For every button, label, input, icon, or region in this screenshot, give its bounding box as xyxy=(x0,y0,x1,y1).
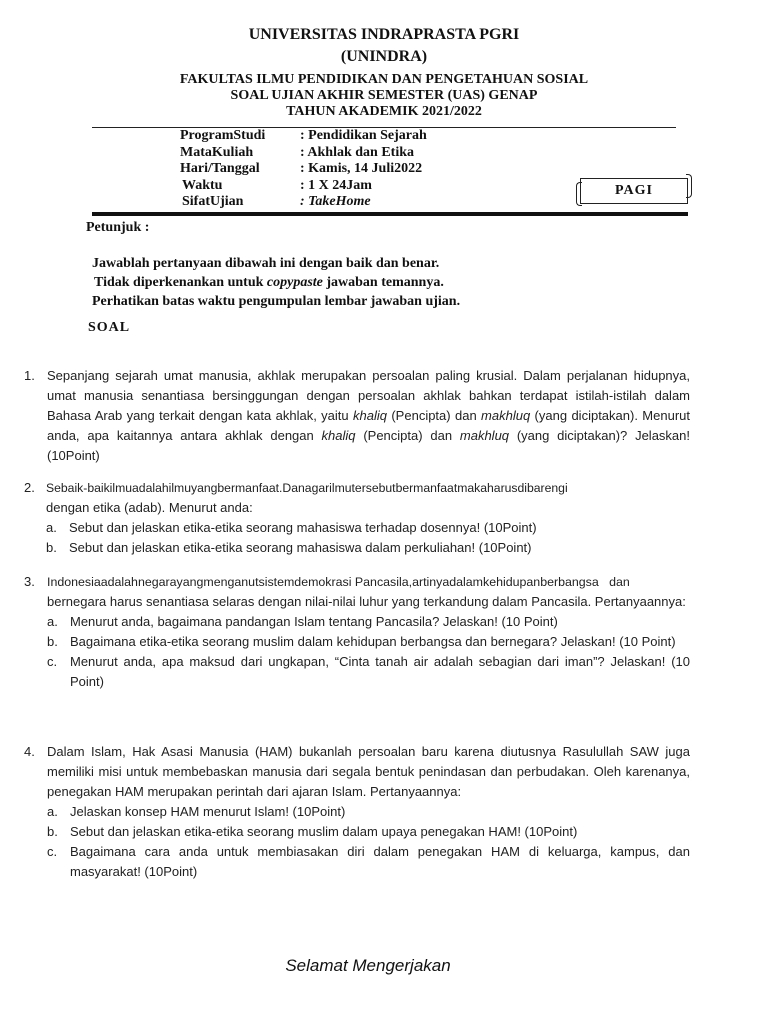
question-number: 2. xyxy=(24,480,35,495)
info-divider xyxy=(92,212,688,216)
sub-question-b xyxy=(47,822,690,842)
sub-label: b. xyxy=(46,540,57,555)
sub-text: Sebut dan jelaskan etika-etika seorang mahasiswa dalam perkuliahan! (10Point) xyxy=(69,540,532,555)
info-row-type xyxy=(180,194,580,211)
sub-text: Bagaimana etika-etika seorang muslim dalam kehidupan berbangsa dan bernegara? Jelaskan! (10 Point) xyxy=(70,634,676,649)
info-value: : Pendidikan Sejarah xyxy=(300,128,427,143)
sub-label: a. xyxy=(47,614,58,629)
question-number: 4. xyxy=(24,744,35,759)
text-run-italic: khaliq xyxy=(353,408,387,423)
sub-label: b. xyxy=(47,824,58,839)
instruction-line xyxy=(92,273,460,292)
question-line: Indonesiaadalahnegarayangmenganutsistemdemokrasi Pancasila,artinyadalamkehidupanberbangsa dan xyxy=(47,575,630,589)
instruction-emphasis: copypaste xyxy=(266,275,323,290)
instruction-text: jawaban temannya. xyxy=(322,275,444,290)
text-run: (yang diciptakan)? Jelaskan! (10Point) xyxy=(47,428,690,463)
info-label: ProgramStudi xyxy=(180,128,266,143)
question-text xyxy=(47,366,690,466)
question-line: Dalam Islam, Hak Asasi Manusia (HAM) bukanlah persoalan baru karena diutusnya Rasulullah SAW juga memiliki misi untuk membebaskan manusia dari segala bentuk penindasan dan perbudakan. Oleh karenanya, penegakan HAM merupakan perintah dari ajaran Islam. Pertanyaannya: xyxy=(47,744,690,799)
text-run: Sepanjang sejarah umat manusia, akhlak merupakan persoalan paling krusial. Dalam perjalanan hidupnya, umat manusia senantiasa bersinggungan dengan persoalan akhlak bahkan terdapat istilah-istilah dalam Bahasa Arab yang terkait dengan kata akhlak, yaitu xyxy=(47,368,690,423)
question-text xyxy=(47,572,690,692)
instruction-line: Jawablah pertanyaan dibawah ini dengan baik dan benar. xyxy=(92,256,440,271)
info-row-time xyxy=(180,178,580,195)
question-1 xyxy=(24,366,690,466)
info-value: : Akhlak dan Etika xyxy=(300,144,414,160)
info-label: SifatUjian xyxy=(182,194,244,209)
instruction-text: Tidak diperkenankan untuk xyxy=(94,275,267,290)
question-line: bernegara harus senantiasa selaras dengan nilai-nilai luhur yang terkandung dalam Pancasila. Pertanyaannya: xyxy=(47,594,686,609)
question-text xyxy=(47,742,690,882)
info-label: Waktu xyxy=(182,177,223,193)
exam-info-table xyxy=(180,128,580,211)
sub-question-a xyxy=(47,802,690,822)
text-run-italic: makhluq xyxy=(459,428,510,443)
sub-text: Menurut anda, apa maksud dari ungkapan, “Cinta tanah air adalah sebagian dari iman”? Jelaskan! (10 Point) xyxy=(70,654,690,689)
sub-question-a xyxy=(46,518,690,538)
sub-label: a. xyxy=(47,804,58,819)
question-number: 1. xyxy=(24,368,35,383)
sub-text: Sebut dan jelaskan etika-etika seorang muslim dalam upaya penegakan HAM! (10Point) xyxy=(70,824,578,839)
sub-text: Bagaimana cara anda untuk membiasakan diri dalam penegakan HAM di keluarga, kampus, dan masyarakat! (10Point) xyxy=(70,844,690,879)
document-header xyxy=(0,24,768,120)
question-text xyxy=(46,478,690,558)
info-row-date xyxy=(180,161,580,178)
faculty-name: FAKULTAS ILMU PENDIDIKAN DAN PENGETAHUAN SOSIAL xyxy=(179,72,589,87)
sub-label: b. xyxy=(47,634,58,649)
sub-question-a xyxy=(47,612,690,632)
sub-question-c xyxy=(47,842,690,882)
info-value: : 1 X 24Jam xyxy=(300,177,372,193)
info-value: : TakeHome xyxy=(300,194,371,209)
instructions-title: Petunjuk : xyxy=(86,220,150,235)
question-line: Sebaik-baikilmuadalahilmuyangbermanfaat.Danagarilmutersebutbermanfaatmakaharusdibarengi xyxy=(46,481,568,495)
questions-heading: SOAL xyxy=(88,320,131,335)
question-number: 3. xyxy=(24,574,35,589)
text-run: (Pencipta) dan xyxy=(386,408,482,423)
sub-text: Menurut anda, bagaimana pandangan Islam tentang Pancasila? Jelaskan! (10 Point) xyxy=(70,614,558,629)
sub-text: Jelaskan konsep HAM menurut Islam! (10Point) xyxy=(70,804,346,819)
sub-text: Sebut dan jelaskan etika-etika seorang mahasiswa terhadap dosennya! (10Point) xyxy=(69,520,537,535)
sub-label: c. xyxy=(47,844,58,859)
instruction-line: Perhatikan batas waktu pengumpulan lembar jawaban ujian. xyxy=(92,294,461,309)
exam-title: SOAL UJIAN AKHIR SEMESTER (UAS) GENAP xyxy=(230,88,538,103)
sub-label: a. xyxy=(46,520,57,535)
academic-year: TAHUN AKADEMIK 2021/2022 xyxy=(286,104,482,119)
sub-question-b xyxy=(46,538,690,558)
instructions-list xyxy=(92,254,460,311)
text-run: (Pencipta) dan xyxy=(355,428,460,443)
sub-label: c. xyxy=(47,654,58,669)
text-run-italic: khaliq xyxy=(321,428,356,443)
question-line: dengan etika (adab). Menurut anda: xyxy=(46,500,253,515)
info-row-course xyxy=(180,145,580,162)
university-name: UNIVERSITAS INDRAPRASTA PGRI xyxy=(248,26,520,43)
sub-question-c xyxy=(47,652,690,692)
question-2 xyxy=(24,478,690,558)
text-run-italic: makhluq xyxy=(481,408,531,423)
sub-question-b xyxy=(47,632,690,652)
info-row-program xyxy=(180,128,580,145)
info-label: MataKuliah xyxy=(180,144,254,160)
question-4 xyxy=(24,742,690,882)
question-3 xyxy=(24,572,690,692)
closing-message: Selamat Mengerjakan xyxy=(285,956,451,975)
session-badge: PAGI xyxy=(580,178,688,204)
text-run: (yang diciptakan). Menurut anda, apa kaitannya antara akhlak dengan xyxy=(47,408,690,443)
info-value: : Kamis, 14 Juli2022 xyxy=(300,161,423,176)
university-abbr: (UNINDRA) xyxy=(340,48,428,65)
info-label: Hari/Tanggal xyxy=(180,161,260,176)
